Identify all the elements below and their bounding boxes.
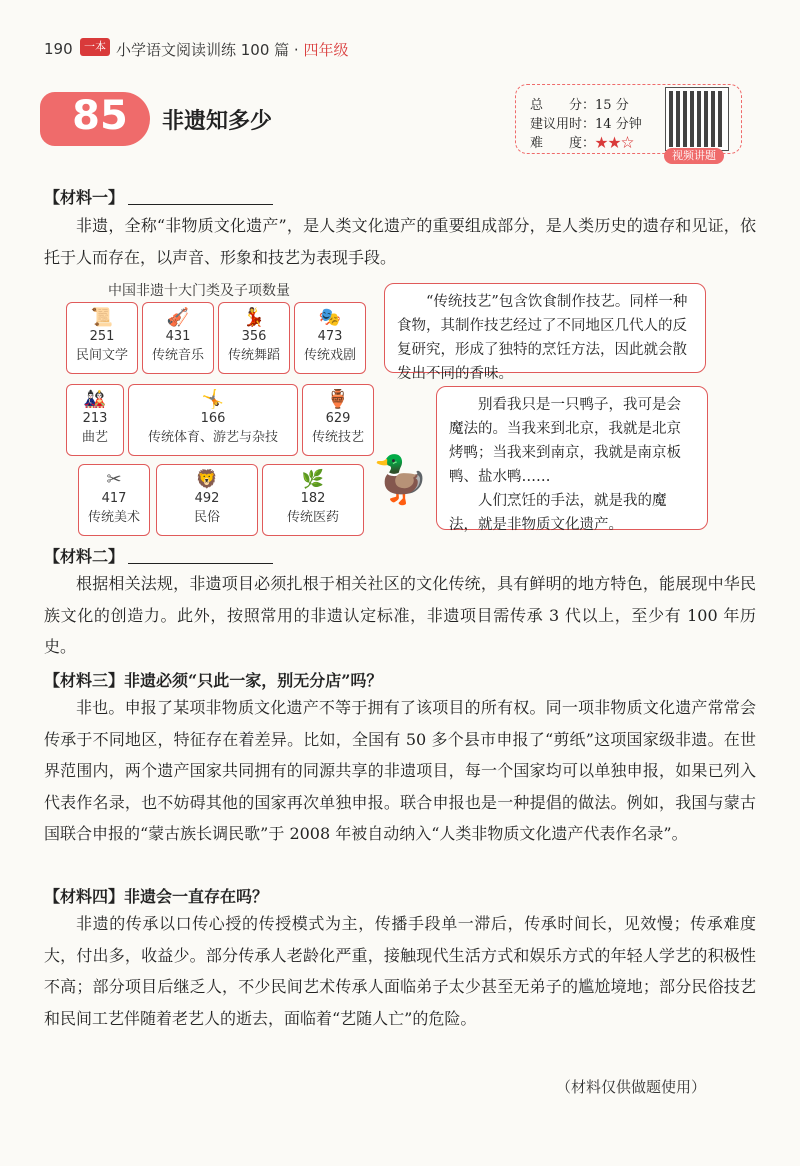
material1-heading [44,185,273,208]
category-name: 传统美术 [87,510,140,525]
material3-heading: 【材料三】非遗必须“只此一家，别无分店”吗？ [44,671,383,690]
category-card [156,464,258,536]
answer-blank[interactable] [128,563,273,564]
category-count: 182 [300,491,326,506]
category-count: 492 [194,491,220,506]
category-count: 251 [89,329,115,344]
category-card [294,302,366,374]
time-line [530,113,642,132]
dancer-icon: 💃 [242,307,266,328]
bubble-text: “传统技艺”包含饮食制作技艺。同样一种食物，其制作技艺经过了不同地区几代人的反复研究，形成了独特的烹饪方法，因此就会散发出不同的香味。 [397,294,688,382]
category-name: 传统体育、游艺与杂技 [147,430,278,445]
video-lecture-button[interactable]: 视频讲题 [664,148,724,164]
time-label: 建议用时： [530,117,596,132]
duck-icon: 🦆 [372,452,430,506]
category-name: 民俗 [193,510,220,525]
performer-icon: 🎎 [83,389,107,410]
lion-dance-icon: 🦁 [195,469,219,490]
category-card [128,384,298,456]
lesson-number: 85 [72,93,128,139]
category-count: 417 [101,491,127,506]
material4-heading: 【材料四】非遗会一直存在吗？ [44,887,269,906]
category-card [78,464,150,536]
bubble-text-2: 人们烹饪的手法，就是我的魔法，就是非物质文化遗产。 [449,493,667,533]
book-icon: 📜 [90,307,114,328]
category-count: 473 [317,329,343,344]
answer-blank[interactable] [128,204,273,205]
time-value: 14 分钟 [595,117,642,132]
category-count: 629 [325,411,351,426]
category-card [142,302,214,374]
category-card [262,464,364,536]
difficulty-stars: ★★☆ [595,136,635,151]
material2-text: 根据相关法规，非遗项目必须扎根于相关社区的文化传统，具有鲜明的地方特色，能展现中华民族文化的创造力。此外，按照常用的非遗认定标准，非遗项目需传承 3 代以上，至少有 100 年历史。 [44,574,756,656]
category-name: 传统音乐 [151,348,204,363]
footer-note: （材料仅供做题使用） [556,1078,707,1096]
qr-code-icon[interactable] [666,88,728,150]
chart-title: 中国非遗十大门类及子项数量 [108,283,290,299]
category-count: 213 [82,411,108,426]
papercut-icon: ✂ [106,469,122,490]
category-count: 356 [241,329,267,344]
material1-heading-text: 【材料一】 [44,188,125,207]
category-name: 传统技艺 [311,430,364,445]
category-card [302,384,374,456]
pottery-icon: 🏺 [326,389,350,410]
bubble-text-1: 别看我只是一只鸭子，我可是会魔法的。当我来到北京，我就是北京烤鸭；当我来到南京，我就是南京板鸭、盐水鸭…… [449,397,681,485]
category-name: 传统医药 [286,510,339,525]
instrument-icon: 🎻 [166,307,190,328]
category-name: 民间文学 [75,348,128,363]
material2-heading-text: 【材料二】 [44,547,125,566]
grade-label: 四年级 [303,41,349,59]
category-card [218,302,290,374]
category-card [66,302,138,374]
material2-heading [44,544,273,567]
category-name: 传统舞蹈 [227,348,280,363]
brand-logo: 一本 [80,38,110,56]
score-value: 15 分 [595,98,629,113]
category-name: 曲艺 [81,430,108,445]
category-count: 431 [165,329,191,344]
category-count: 166 [200,411,226,426]
series-title [116,39,349,60]
speech-bubble-technique [384,283,706,382]
score-label: 总 分： [530,98,596,113]
series-name: 小学语文阅读训练 100 篇 · [116,41,304,59]
score-line [530,94,629,113]
opera-icon: 🎭 [318,307,342,328]
material4-text: 非遗的传承以口传心授的传授模式为主，传播手段单一滞后，传承时间长，见效慢；传承难度大，付出多，收益少。部分传承人老龄化严重，接触现代生活方式和娱乐方式的年轻人学艺的积极性不高；部分项目后继乏人，不少民间艺术传承人面临弟子太少甚至无弟子的尴尬境地；部分民俗技艺和民间工艺伴随着老艺人的逝去，面临着“艺随人亡”的危险。 [44,914,756,1028]
category-card [66,384,124,456]
material1-text: 非遗，全称“非物质文化遗产”，是人类文化遗产的重要组成部分，是人类历史的遗存和见证，依托于人而存在，以声音、形象和技艺为表现手段。 [44,216,756,267]
page-number: 190 [44,40,73,58]
lesson-title: 非遗知多少 [162,108,273,134]
material3-text: 非也。申报了某项非物质文化遗产不等于拥有了该项目的所有权。同一项非物质文化遗产常常会传承于不同地区，特征存在着差异。比如，全国有 50 多个县市申报了“剪纸”这项国家级非遗。在世界范围内，两个遗产国家共同拥有的同源共享的非遗项目，每一个国家均可以单独申报，如果已列入代表作名录，也不妨碍其他的国家再次单独申报。联合申报也是一种提倡的做法。例如，我国与蒙古国联合申报的“蒙古族长调民歌”于 2008 年被自动纳入“人类非物质文化遗产代表作名录”。 [44,698,756,843]
speech-bubble-duck [436,386,708,533]
difficulty-label: 难 度： [530,136,596,151]
herb-icon: 🌿 [301,469,325,490]
acrobat-icon: 🤸 [201,389,225,410]
category-name: 传统戏剧 [303,348,356,363]
difficulty-line [530,132,634,151]
